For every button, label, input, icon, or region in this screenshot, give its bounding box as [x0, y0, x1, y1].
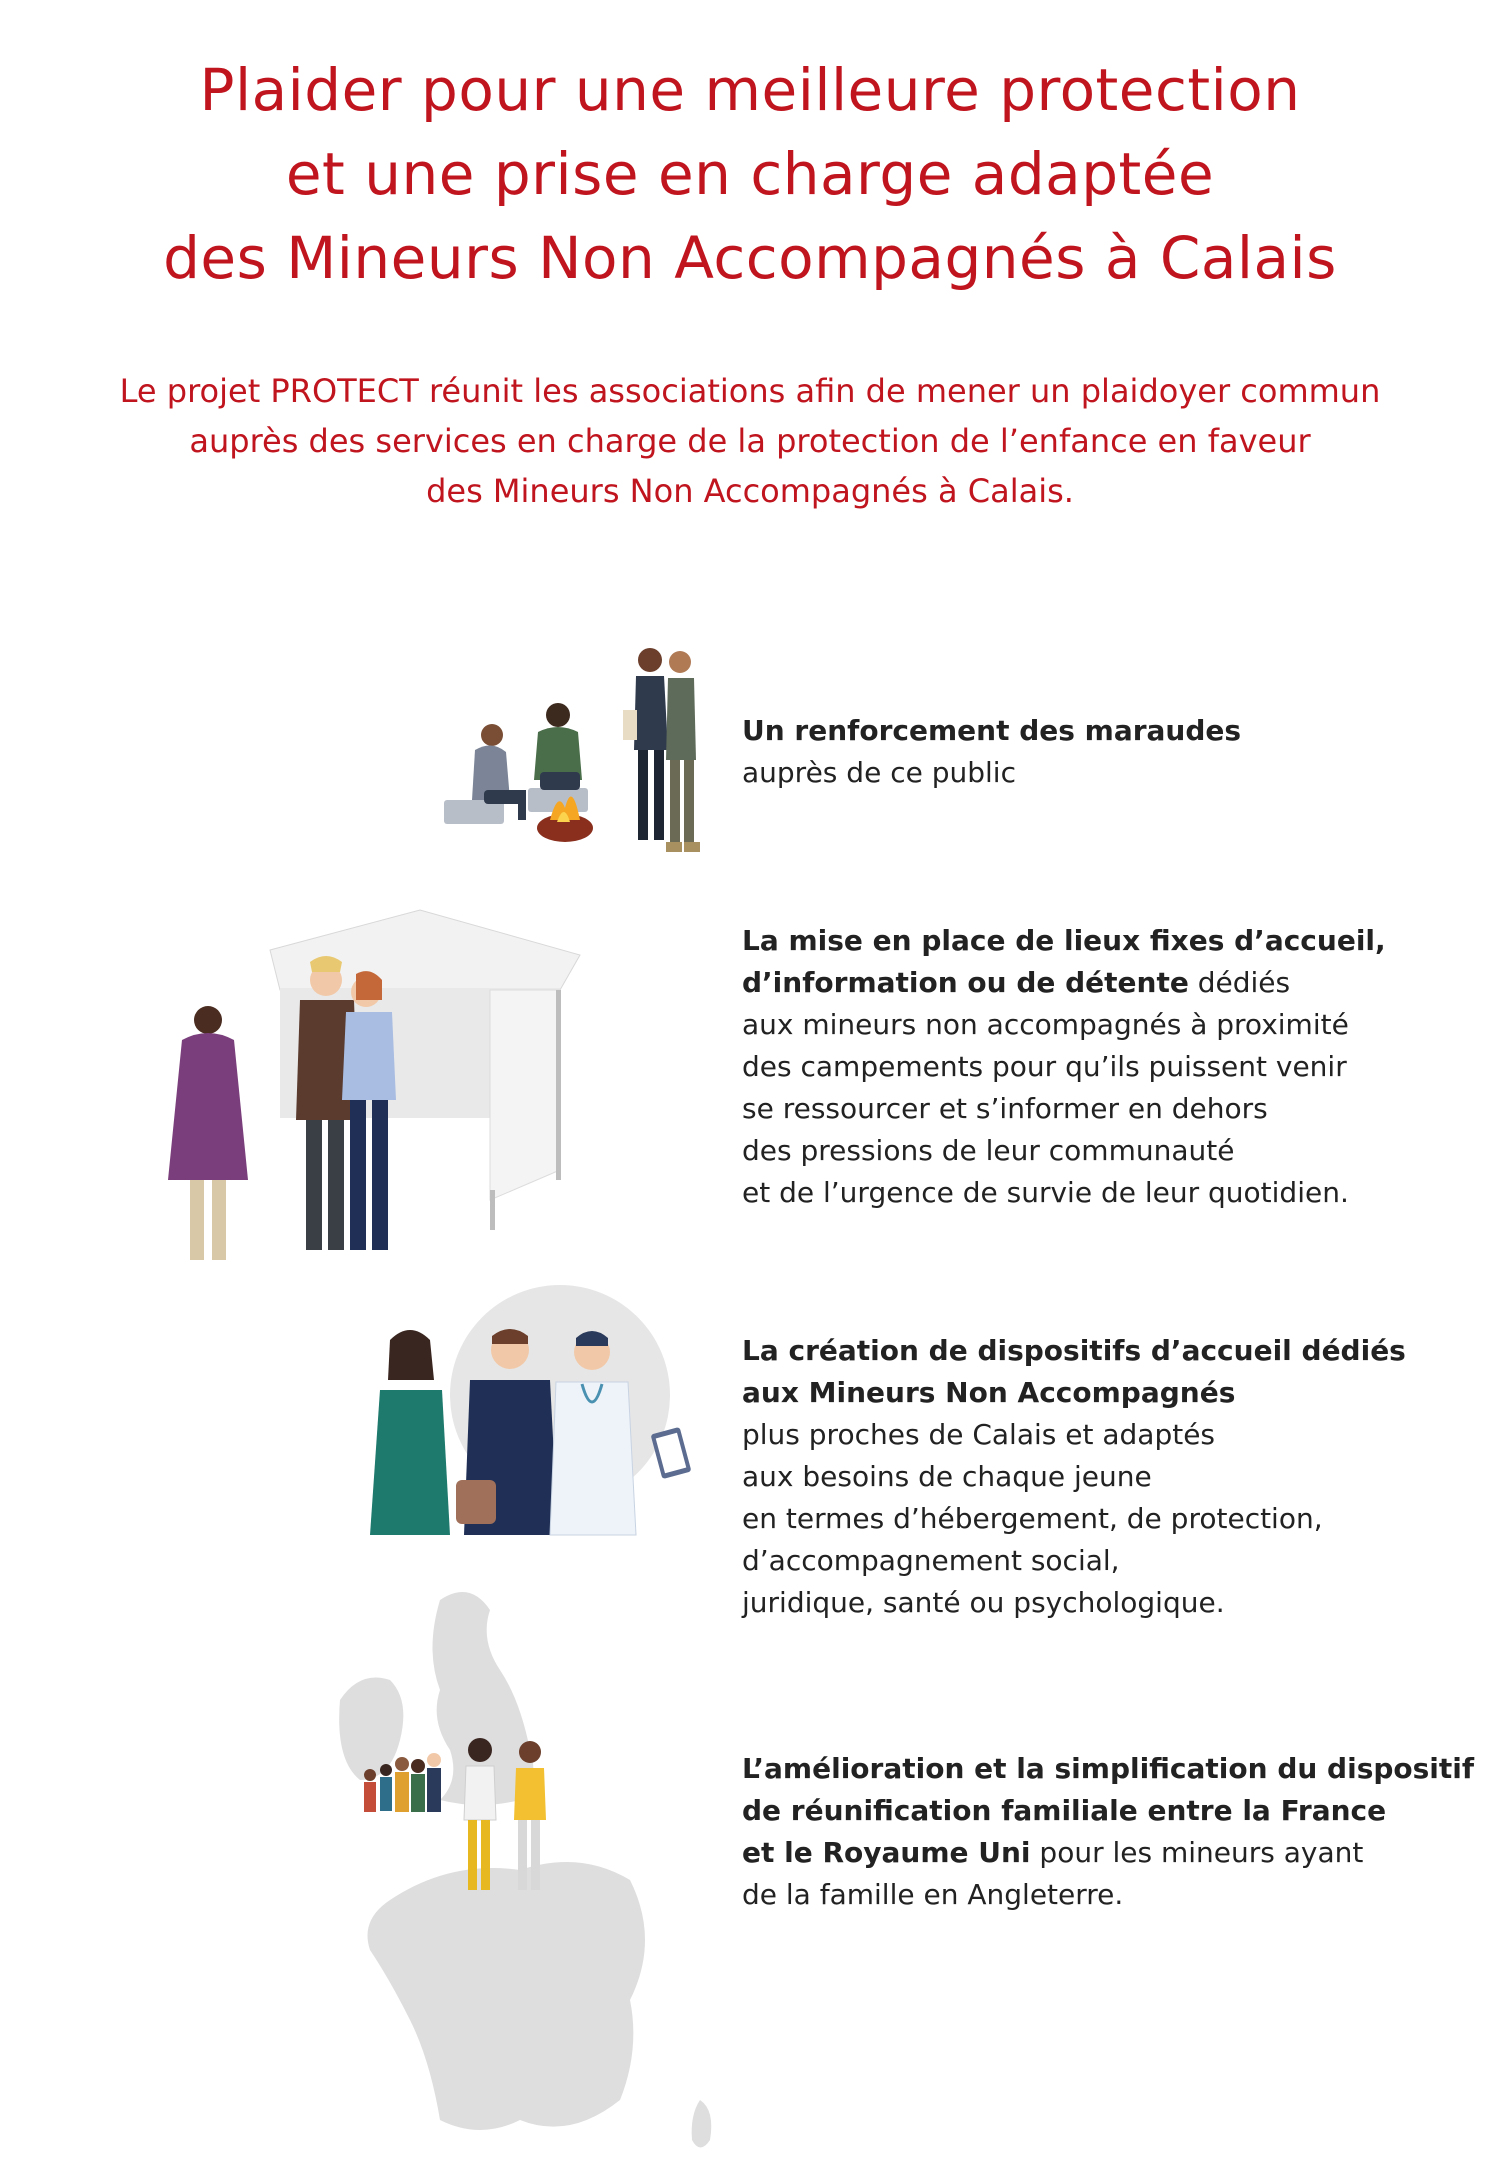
item-4-line-4: de la famille en Angleterre.	[742, 1878, 1124, 1911]
item-2-line-4: des campements pour qu’ils puissent venir	[742, 1050, 1347, 1083]
item-lieux-fixes	[742, 920, 1482, 1214]
item-reunification	[742, 1748, 1482, 1916]
title-line-2: et une prise en charge adaptée	[285, 140, 1215, 208]
item-2-line-7: et de l’urgence de survie de leur quotidien.	[742, 1176, 1349, 1209]
item-dispositifs	[742, 1330, 1482, 1624]
item-2-line-3: aux mineurs non accompagnés à proximité	[742, 1008, 1349, 1041]
item-2-line-5: se ressourcer et s’informer en dehors	[742, 1092, 1268, 1125]
tent-illustration	[160, 900, 600, 1280]
item-3-line-1: La création de dispositifs d’accueil dédiés	[742, 1334, 1406, 1367]
map-illustration	[330, 1580, 730, 2160]
item-3-line-6: d’accompagnement social,	[742, 1544, 1120, 1577]
intro-line-1: Le projet PROTECT réunit les associations afin de mener un plaidoyer commun	[119, 372, 1381, 410]
page-title	[0, 48, 1500, 300]
intro-line-2: auprès des services en charge de la protection de l’enfance en faveur	[189, 422, 1311, 460]
item-2-line-2: d’information ou de détente dédiés	[742, 966, 1291, 999]
item-2-line-1: La mise en place de lieux fixes d’accueil,	[742, 924, 1386, 957]
item-4-line-1: L’amélioration et la simplification du dispositif	[742, 1752, 1475, 1785]
item-2-line-6: des pressions de leur communauté	[742, 1134, 1235, 1167]
item-1-line-2: auprès de ce public	[742, 756, 1016, 789]
item-3-line-7: juridique, santé ou psychologique.	[742, 1586, 1225, 1619]
title-line-1: Plaider pour une meilleure protection	[199, 56, 1301, 124]
item-1-line-1: Un renforcement des maraudes	[742, 714, 1242, 747]
title-line-3: des Mineurs Non Accompagnés à Calais	[163, 224, 1337, 292]
intro-line-3: des Mineurs Non Accompagnés à Calais.	[426, 472, 1074, 510]
item-maraudes	[742, 710, 1482, 794]
item-3-line-2: aux Mineurs Non Accompagnés	[742, 1376, 1236, 1409]
dispositifs-illustration	[360, 1280, 700, 1540]
item-3-line-5: en termes d’hébergement, de protection,	[742, 1502, 1323, 1535]
intro-paragraph	[0, 366, 1500, 516]
item-4-line-3: et le Royaume Uni pour les mineurs ayant	[742, 1836, 1364, 1869]
item-3-line-4: aux besoins de chaque jeune	[742, 1460, 1152, 1493]
item-4-line-2: de réunification familiale entre la France	[742, 1794, 1387, 1827]
item-3-line-3: plus proches de Calais et adaptés	[742, 1418, 1216, 1451]
maraude-illustration	[440, 640, 710, 860]
